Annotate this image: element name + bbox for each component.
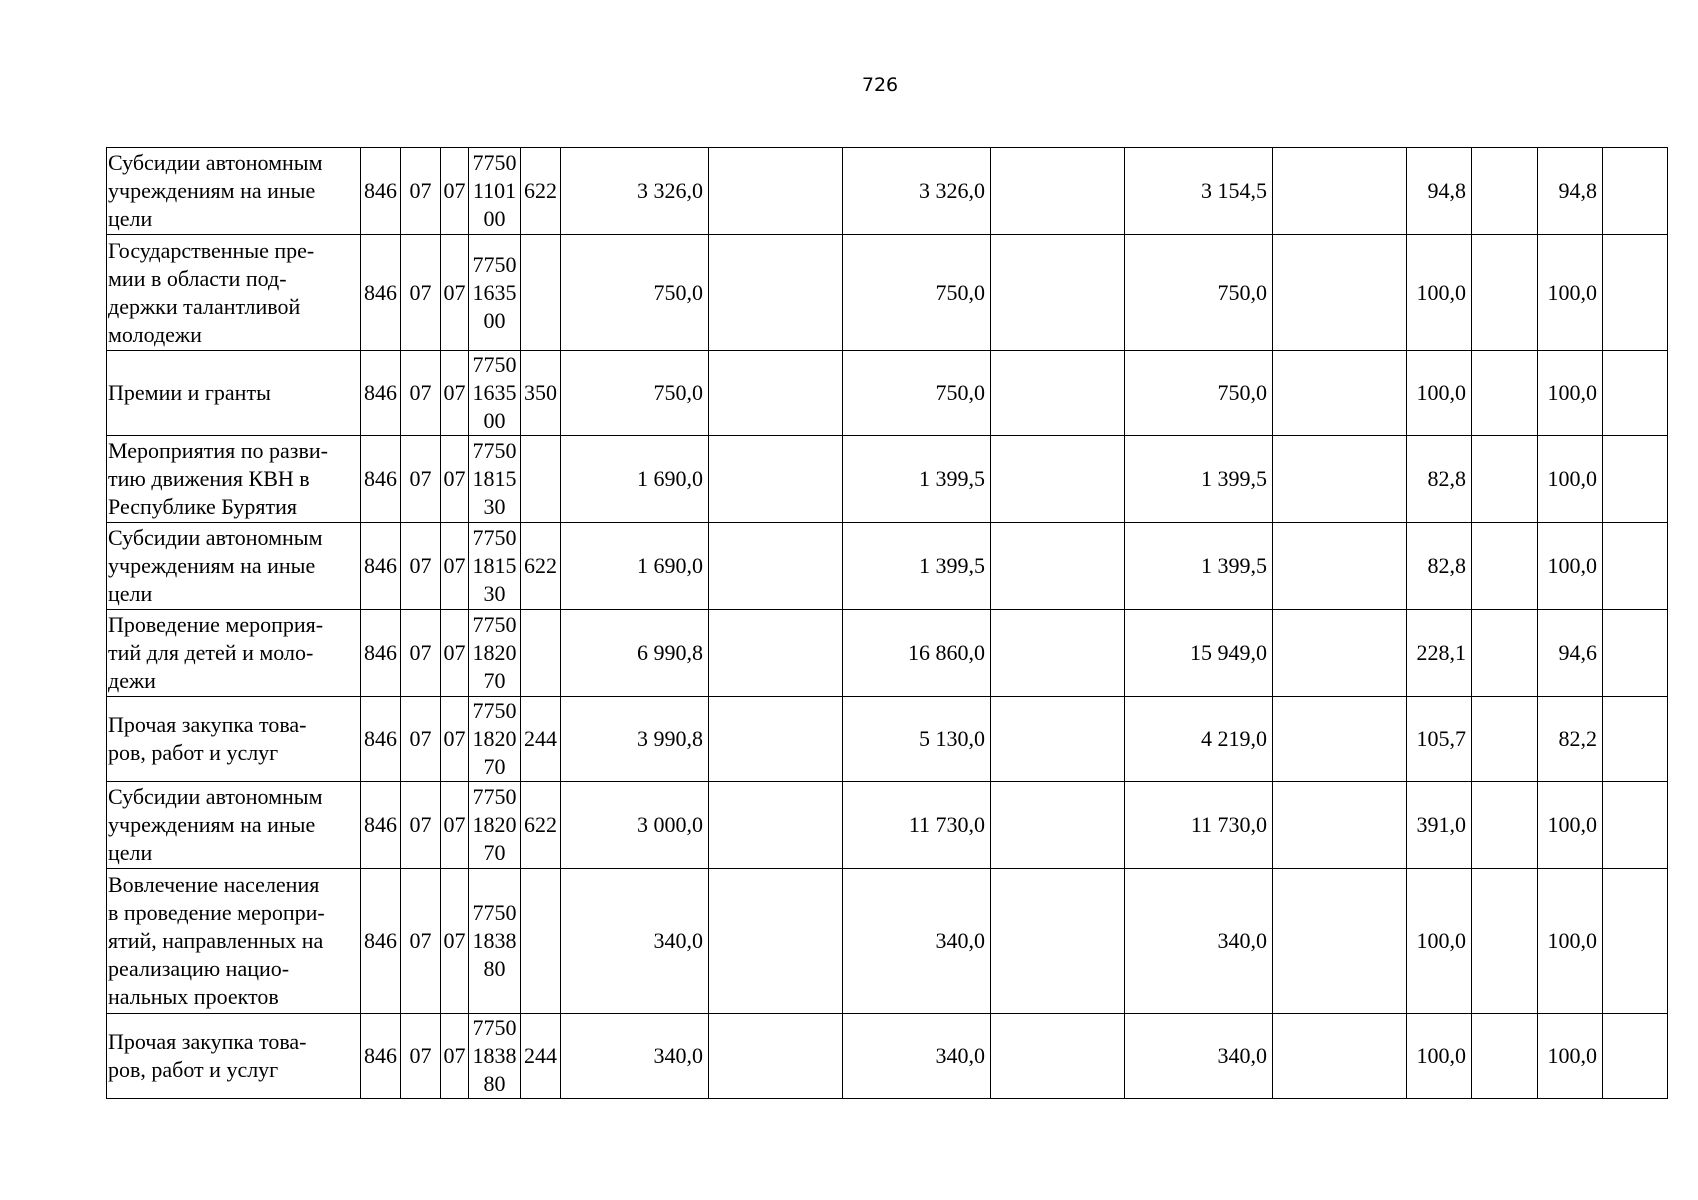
row-name-cell: Мероприятия по разви- тию движения КВН в Республике Бурятия: [107, 436, 361, 523]
percent-1-cell: 391,0: [1407, 782, 1472, 869]
target-article-cell: 7750 1635 00: [469, 351, 521, 436]
target-article-cell: 7750 1815 30: [469, 523, 521, 610]
percent-2-cell: 100,0: [1538, 869, 1603, 1014]
empty-cell: [1472, 436, 1538, 523]
section-code-cell: 07: [401, 436, 441, 523]
empty-cell: [991, 1014, 1125, 1099]
percent-1-cell: 100,0: [1407, 351, 1472, 436]
percent-1-cell: 94,8: [1407, 148, 1472, 235]
empty-cell: [1273, 782, 1407, 869]
table-row: [107, 1014, 1668, 1099]
empty-cell: [1472, 148, 1538, 235]
value-2-cell: 5 130,0: [843, 697, 991, 782]
table-row: [107, 351, 1668, 436]
expense-type-cell: [521, 869, 561, 1014]
section-code-cell: 07: [401, 235, 441, 351]
empty-cell: [709, 869, 843, 1014]
page-number: 726: [861, 74, 899, 96]
percent-2-cell: 100,0: [1538, 351, 1603, 436]
value-3-cell: 340,0: [1125, 1014, 1273, 1099]
subsection-code-cell: 07: [441, 610, 469, 697]
expense-type-cell: 622: [521, 148, 561, 235]
value-1-cell: 3 000,0: [561, 782, 709, 869]
empty-cell: [1603, 235, 1668, 351]
ministry-code-cell: 846: [361, 869, 401, 1014]
percent-2-cell: 100,0: [1538, 782, 1603, 869]
table-row: [107, 523, 1668, 610]
percent-2-cell: 100,0: [1538, 436, 1603, 523]
value-1-cell: 1 690,0: [561, 436, 709, 523]
section-code-cell: 07: [401, 523, 441, 610]
empty-cell: [1603, 523, 1668, 610]
empty-cell: [1472, 523, 1538, 610]
section-code-cell: 07: [401, 782, 441, 869]
percent-1-cell: 82,8: [1407, 436, 1472, 523]
empty-cell: [991, 869, 1125, 1014]
value-3-cell: 750,0: [1125, 351, 1273, 436]
ministry-code-cell: 846: [361, 148, 401, 235]
percent-2-cell: 100,0: [1538, 235, 1603, 351]
expense-type-cell: 622: [521, 782, 561, 869]
table-row: [107, 610, 1668, 697]
empty-cell: [1603, 697, 1668, 782]
empty-cell: [1273, 523, 1407, 610]
value-2-cell: 750,0: [843, 351, 991, 436]
empty-cell: [991, 235, 1125, 351]
ministry-code-cell: 846: [361, 436, 401, 523]
value-3-cell: 750,0: [1125, 235, 1273, 351]
target-article-cell: 7750 1838 80: [469, 869, 521, 1014]
empty-cell: [709, 351, 843, 436]
value-2-cell: 1 399,5: [843, 436, 991, 523]
target-article-cell: 7750 1820 70: [469, 782, 521, 869]
empty-cell: [1273, 697, 1407, 782]
empty-cell: [991, 523, 1125, 610]
value-3-cell: 1 399,5: [1125, 523, 1273, 610]
expense-type-cell: 244: [521, 697, 561, 782]
empty-cell: [709, 782, 843, 869]
empty-cell: [1472, 1014, 1538, 1099]
ministry-code-cell: 846: [361, 235, 401, 351]
target-article-cell: 7750 1101 00: [469, 148, 521, 235]
empty-cell: [1603, 351, 1668, 436]
empty-cell: [709, 610, 843, 697]
row-name-cell: Проведение мероприя- тий для детей и моло- дежи: [107, 610, 361, 697]
empty-cell: [1603, 1014, 1668, 1099]
value-1-cell: 340,0: [561, 1014, 709, 1099]
percent-2-cell: 100,0: [1538, 1014, 1603, 1099]
percent-2-cell: 82,2: [1538, 697, 1603, 782]
table-row: [107, 782, 1668, 869]
ministry-code-cell: 846: [361, 697, 401, 782]
empty-cell: [1603, 869, 1668, 1014]
budget-table: [106, 147, 1668, 1099]
row-name-cell: Субсидии автономным учреждениям на иные цели: [107, 523, 361, 610]
percent-2-cell: 94,6: [1538, 610, 1603, 697]
value-1-cell: 1 690,0: [561, 523, 709, 610]
subsection-code-cell: 07: [441, 436, 469, 523]
empty-cell: [991, 436, 1125, 523]
empty-cell: [991, 351, 1125, 436]
value-2-cell: 16 860,0: [843, 610, 991, 697]
subsection-code-cell: 07: [441, 782, 469, 869]
subsection-code-cell: 07: [441, 1014, 469, 1099]
section-code-cell: 07: [401, 869, 441, 1014]
value-2-cell: 340,0: [843, 1014, 991, 1099]
value-2-cell: 3 326,0: [843, 148, 991, 235]
empty-cell: [1603, 782, 1668, 869]
row-name-cell: Вовлечение населения в проведение меропри- ятий, направленных на реализацию нацио- нальных проектов: [107, 869, 361, 1014]
empty-cell: [1273, 1014, 1407, 1099]
value-1-cell: 340,0: [561, 869, 709, 1014]
empty-cell: [1472, 869, 1538, 1014]
empty-cell: [991, 610, 1125, 697]
value-3-cell: 3 154,5: [1125, 148, 1273, 235]
table-row: [107, 697, 1668, 782]
subsection-code-cell: 07: [441, 235, 469, 351]
table-row: [107, 436, 1668, 523]
value-1-cell: 3 326,0: [561, 148, 709, 235]
empty-cell: [1273, 869, 1407, 1014]
empty-cell: [1472, 351, 1538, 436]
value-3-cell: 340,0: [1125, 869, 1273, 1014]
percent-1-cell: 100,0: [1407, 1014, 1472, 1099]
section-code-cell: 07: [401, 610, 441, 697]
section-code-cell: 07: [401, 697, 441, 782]
value-3-cell: 1 399,5: [1125, 436, 1273, 523]
empty-cell: [1472, 697, 1538, 782]
row-name-cell: Премии и гранты: [107, 351, 361, 436]
subsection-code-cell: 07: [441, 351, 469, 436]
expense-type-cell: [521, 610, 561, 697]
empty-cell: [1472, 782, 1538, 869]
empty-cell: [1472, 235, 1538, 351]
row-name-cell: Прочая закупка това- ров, работ и услуг: [107, 1014, 361, 1099]
empty-cell: [1273, 148, 1407, 235]
table-row: [107, 148, 1668, 235]
value-2-cell: 1 399,5: [843, 523, 991, 610]
expense-type-cell: 350: [521, 351, 561, 436]
ministry-code-cell: 846: [361, 1014, 401, 1099]
empty-cell: [991, 782, 1125, 869]
target-article-cell: 7750 1820 70: [469, 697, 521, 782]
empty-cell: [1273, 351, 1407, 436]
value-1-cell: 3 990,8: [561, 697, 709, 782]
subsection-code-cell: 07: [441, 148, 469, 235]
ministry-code-cell: 846: [361, 610, 401, 697]
value-1-cell: 750,0: [561, 235, 709, 351]
value-2-cell: 340,0: [843, 869, 991, 1014]
row-name-cell: Государственные пре- мии в области под- держки талантливой молодежи: [107, 235, 361, 351]
empty-cell: [991, 697, 1125, 782]
empty-cell: [709, 697, 843, 782]
row-name-cell: Субсидии автономным учреждениям на иные цели: [107, 148, 361, 235]
expense-type-cell: 244: [521, 1014, 561, 1099]
empty-cell: [1472, 610, 1538, 697]
ministry-code-cell: 846: [361, 351, 401, 436]
expense-type-cell: [521, 235, 561, 351]
table-body: [107, 148, 1668, 1099]
empty-cell: [709, 235, 843, 351]
empty-cell: [709, 148, 843, 235]
ministry-code-cell: 846: [361, 782, 401, 869]
percent-1-cell: 82,8: [1407, 523, 1472, 610]
subsection-code-cell: 07: [441, 869, 469, 1014]
row-name-cell: Субсидии автономным учреждениям на иные цели: [107, 782, 361, 869]
percent-1-cell: 100,0: [1407, 235, 1472, 351]
ministry-code-cell: 846: [361, 523, 401, 610]
subsection-code-cell: 07: [441, 523, 469, 610]
percent-1-cell: 228,1: [1407, 610, 1472, 697]
section-code-cell: 07: [401, 148, 441, 235]
empty-cell: [1273, 235, 1407, 351]
empty-cell: [1603, 148, 1668, 235]
expense-type-cell: 622: [521, 523, 561, 610]
target-article-cell: 7750 1820 70: [469, 610, 521, 697]
empty-cell: [709, 436, 843, 523]
empty-cell: [709, 1014, 843, 1099]
percent-2-cell: 100,0: [1538, 523, 1603, 610]
empty-cell: [1603, 436, 1668, 523]
row-name-cell: Прочая закупка това- ров, работ и услуг: [107, 697, 361, 782]
target-article-cell: 7750 1635 00: [469, 235, 521, 351]
target-article-cell: 7750 1838 80: [469, 1014, 521, 1099]
empty-cell: [991, 148, 1125, 235]
value-2-cell: 750,0: [843, 235, 991, 351]
expense-type-cell: [521, 436, 561, 523]
value-3-cell: 11 730,0: [1125, 782, 1273, 869]
target-article-cell: 7750 1815 30: [469, 436, 521, 523]
percent-1-cell: 105,7: [1407, 697, 1472, 782]
value-3-cell: 15 949,0: [1125, 610, 1273, 697]
value-1-cell: 750,0: [561, 351, 709, 436]
value-2-cell: 11 730,0: [843, 782, 991, 869]
section-code-cell: 07: [401, 351, 441, 436]
empty-cell: [709, 523, 843, 610]
section-code-cell: 07: [401, 1014, 441, 1099]
empty-cell: [1273, 436, 1407, 523]
value-1-cell: 6 990,8: [561, 610, 709, 697]
empty-cell: [1273, 610, 1407, 697]
percent-1-cell: 100,0: [1407, 869, 1472, 1014]
percent-2-cell: 94,8: [1538, 148, 1603, 235]
table-row: [107, 869, 1668, 1014]
table-row: [107, 235, 1668, 351]
value-3-cell: 4 219,0: [1125, 697, 1273, 782]
empty-cell: [1603, 610, 1668, 697]
subsection-code-cell: 07: [441, 697, 469, 782]
